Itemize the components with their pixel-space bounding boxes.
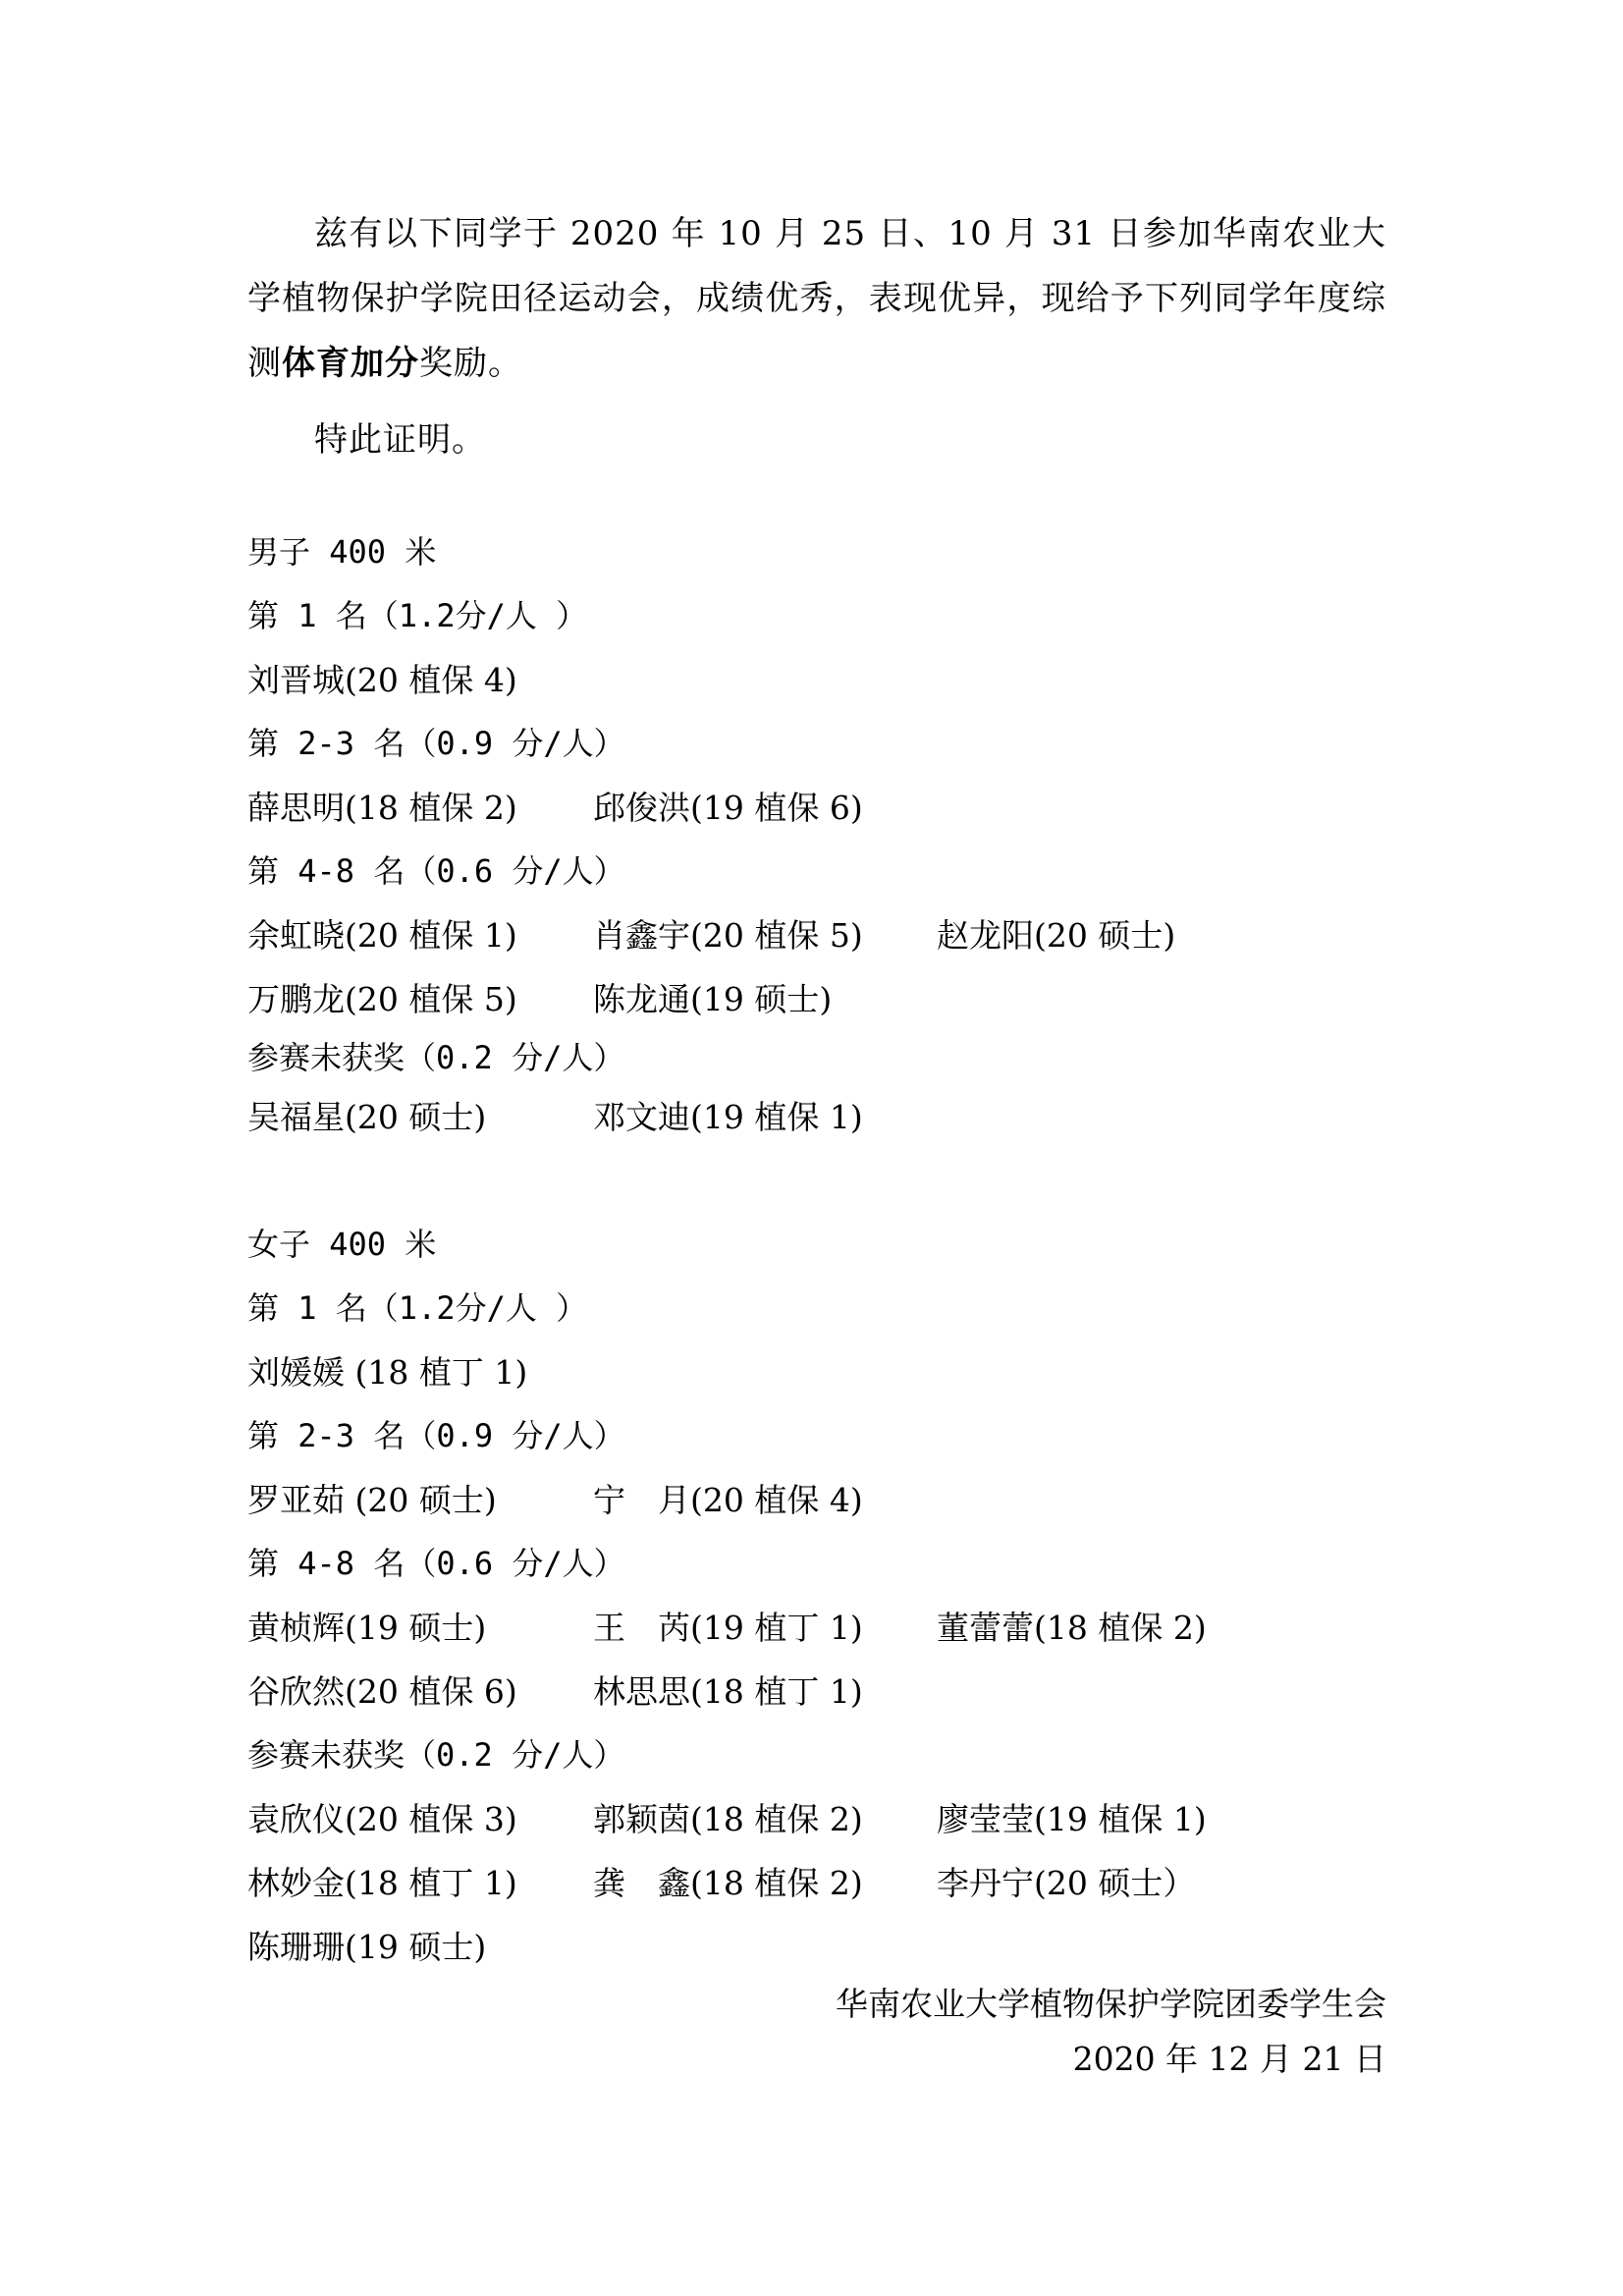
name-entry: 王 芮(19 植丁 1) (593, 1609, 863, 1647)
intro-text-2: 奖励。 (419, 344, 522, 383)
name-entry: 袁欣仪(20 植保 3) (247, 1800, 517, 1838)
name-entry: 刘媛媛 (18 植丁 1) (247, 1353, 528, 1392)
women-title: 女子 400 米 (247, 1226, 437, 1263)
name-entry: 林思思(18 植丁 1) (593, 1672, 863, 1711)
name-entry: 黄桢辉(19 硕士) (247, 1609, 487, 1647)
name-entry: 董蕾蕾(18 植保 2) (937, 1609, 1207, 1647)
women-fourth-heading: 第 4-8 名（0.6 分/人） (247, 1545, 625, 1582)
name-entry: 吴福星(20 硕士) (247, 1098, 487, 1136)
women-fourth-row-2 (247, 1660, 1386, 1723)
men-first-heading: 第 1 名（1.2分/人 ） (247, 597, 588, 634)
women-first-row (247, 1340, 1386, 1404)
signature-date: 2020 年 12 月 21 日 (1072, 2040, 1386, 2078)
women-second-heading: 第 2-3 名（0.9 分/人） (247, 1417, 625, 1454)
name-entry: 邱俊洪(19 植保 6) (593, 789, 863, 827)
women-second-row (247, 1468, 1386, 1532)
women-400m-section (247, 1213, 1386, 1979)
name-entry: 肖鑫宇(20 植保 5) (593, 916, 863, 955)
name-entry: 罗亚茹 (20 硕士) (247, 1481, 497, 1519)
intro-text-1: 兹有以下同学于 2020 年 10 月 25 日、10 月 31 日参加华南农业大学植物保护学院田径运动会，成绩优秀，表现优异，现给予下列同学年度综测 (247, 214, 1386, 383)
name-entry: 廖莹莹(19 植保 1) (937, 1800, 1207, 1838)
name-entry: 龚 鑫(18 植保 2) (593, 1864, 863, 1902)
name-entry: 林妙金(18 植丁 1) (247, 1864, 517, 1902)
name-entry: 万鹏龙(20 植保 5) (247, 980, 517, 1018)
closing-text: 特此证明。 (314, 420, 486, 460)
men-fourth-row-2 (247, 967, 1386, 1031)
name-entry: 李丹宁(20 硕士） (937, 1864, 1196, 1902)
name-entry: 赵龙阳(20 硕士) (937, 916, 1176, 955)
intro-block (247, 201, 1386, 472)
men-title: 男子 400 米 (247, 533, 437, 571)
men-second-row (247, 776, 1386, 840)
women-participate-row-2 (247, 1851, 1386, 1915)
men-first-row (247, 648, 1386, 712)
men-fourth-heading: 第 4-8 名（0.6 分/人） (247, 852, 625, 890)
men-second-heading: 第 2-3 名（0.9 分/人） (247, 725, 625, 762)
name-entry: 宁 月(20 植保 4) (593, 1481, 863, 1519)
name-entry: 余虹晓(20 植保 1) (247, 916, 517, 955)
women-participate-row-3 (247, 1915, 1386, 1979)
name-entry: 谷欣然(20 植保 6) (247, 1672, 517, 1711)
name-entry: 邓文迪(19 植保 1) (593, 1098, 863, 1136)
name-entry: 陈龙通(19 硕士) (593, 980, 833, 1018)
signature-organization: 华南农业大学植物保护学院团委学生会 (836, 1985, 1386, 2023)
women-participate-heading: 参赛未获奖（0.2 分/人） (247, 1736, 625, 1774)
women-participate-row-1 (247, 1787, 1386, 1851)
name-entry: 薛思明(18 植保 2) (247, 789, 517, 827)
men-participate-row (247, 1085, 1386, 1149)
name-entry: 陈珊珊(19 硕士) (247, 1928, 487, 1966)
intro-paragraph (247, 201, 1386, 396)
name-entry: 刘晋城(20 植保 4) (247, 661, 517, 699)
men-participate-heading: 参赛未获奖（0.2 分/人） (247, 1039, 625, 1076)
women-first-heading: 第 1 名（1.2分/人 ） (247, 1289, 588, 1327)
women-fourth-row-1 (247, 1596, 1386, 1660)
intro-bold-text: 体育加分 (282, 344, 419, 383)
men-400m-section (247, 520, 1386, 1149)
name-entry: 郭颖茵(18 植保 2) (593, 1800, 863, 1838)
men-fourth-row-1 (247, 903, 1386, 967)
